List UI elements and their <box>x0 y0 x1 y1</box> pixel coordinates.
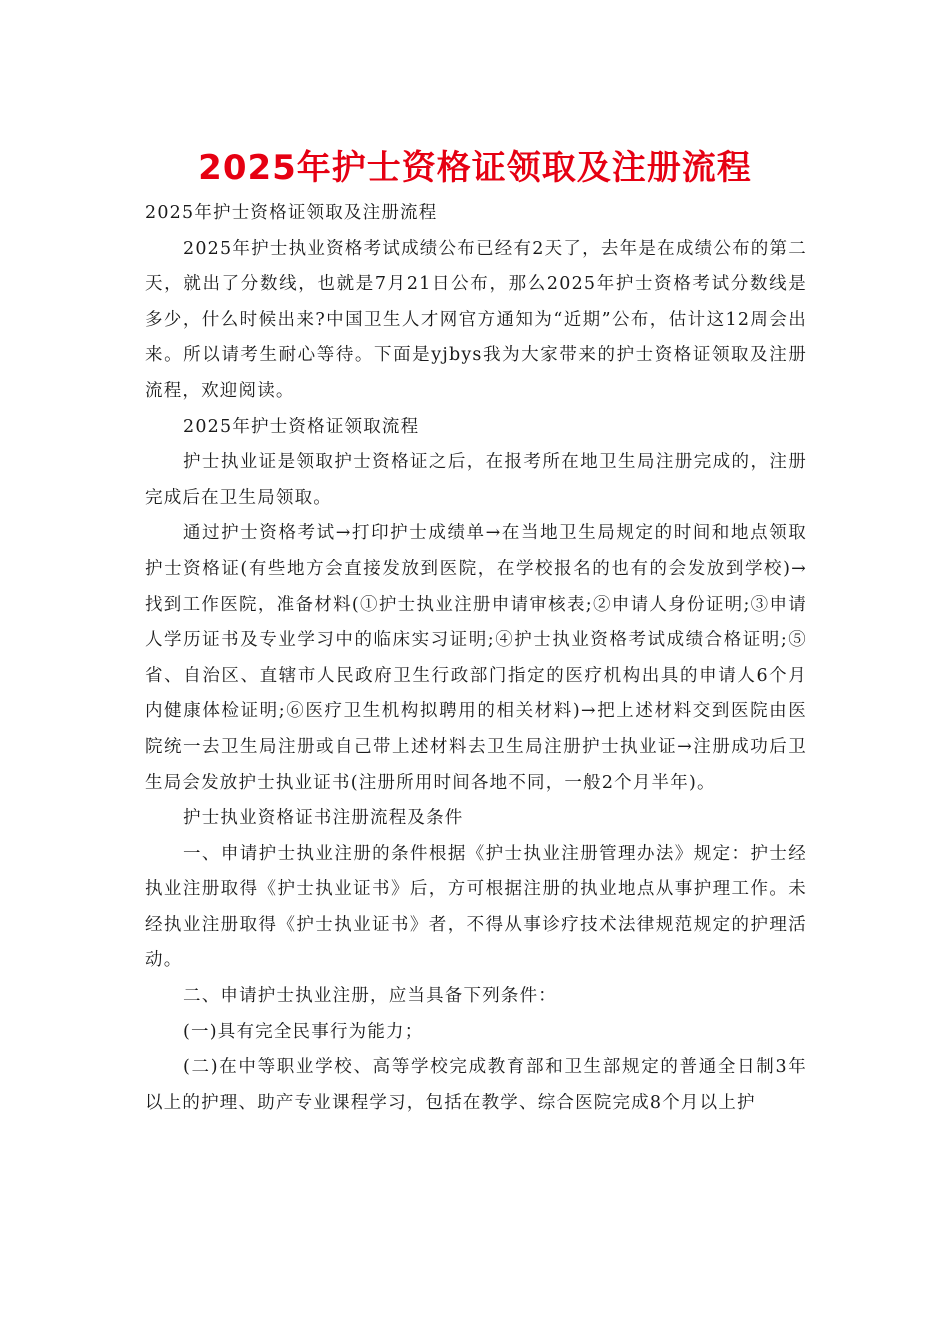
document-body <box>145 196 807 1121</box>
register-condition-paragraph-1: 一、申请护士执业注册的条件根据《护士执业注册管理办法》规定：护士经执业注册取得《护士执业证书》后，方可根据注册的执业地点从事护理工作。未经执业注册取得《护士执业证书》者，不得从事诊疗技术法律规范规定的护理活动。 <box>145 843 807 971</box>
intro-paragraph: 2025年护士执业资格考试成绩公布已经有2天了，去年是在成绩公布的第二天，就出了分数线，也就是7月21日公布，那么2025年护士资格考试分数线是多少，什么时候出来?中国卫生人才网官方通知为“近期”公布，估计这12周会出来。所以请考生耐心等待。下面是yjbys我为大家带来的护士资格证领取及注册流程，欢迎阅读。 <box>145 238 807 401</box>
condition-item-1: (一)具有完全民事行为能力； <box>183 1021 424 1042</box>
register-condition-paragraph-2: 二、申请护士执业注册，应当具备下列条件： <box>183 986 557 1007</box>
section-heading-register: 护士执业资格证书注册流程及条件 <box>183 808 464 829</box>
collect-description-paragraph: 护士执业证是领取护士资格证之后，在报考所在地卫生局注册完成的，注册完成后在卫生局领取。 <box>145 452 807 508</box>
collect-process-paragraph: 通过护士资格考试→打印护士成绩单→在当地卫生局规定的时间和地点领取护士资格证(有些地方会直接发放到医院，在学校报名的也有的会发放到学校)→找到工作医院，准备材料(①护士执业注册申请审核表;②申请人身份证明;③申请人学历证书及专业学习中的临床实习证明;④护士执业资格考试成绩合格证明;⑤省、自治区、直辖市人民政府卫生行政部门指定的医疗机构出具的申请人6个月内健康体检证明;⑥医疗卫生机构拟聘用的相关材料)→把上述材料交到医院由医院统一去卫生局注册或自己带上述材料去卫生局注册护士执业证→注册成功后卫生局会发放护士执业证书(注册所用时间各地不同，一般2个月半年)。 <box>145 523 807 793</box>
subtitle-paragraph: 2025年护士资格证领取及注册流程 <box>145 203 438 223</box>
section-heading-collect: 2025年护士资格证领取流程 <box>183 416 420 437</box>
condition-item-2: (二)在中等职业学校、高等学校完成教育部和卫生部规定的普通全日制3年以上的护理、助产专业课程学习，包括在教学、综合医院完成8个月以上护 <box>145 1057 807 1113</box>
document-title: 2025年护士资格证领取及注册流程 <box>198 148 752 188</box>
